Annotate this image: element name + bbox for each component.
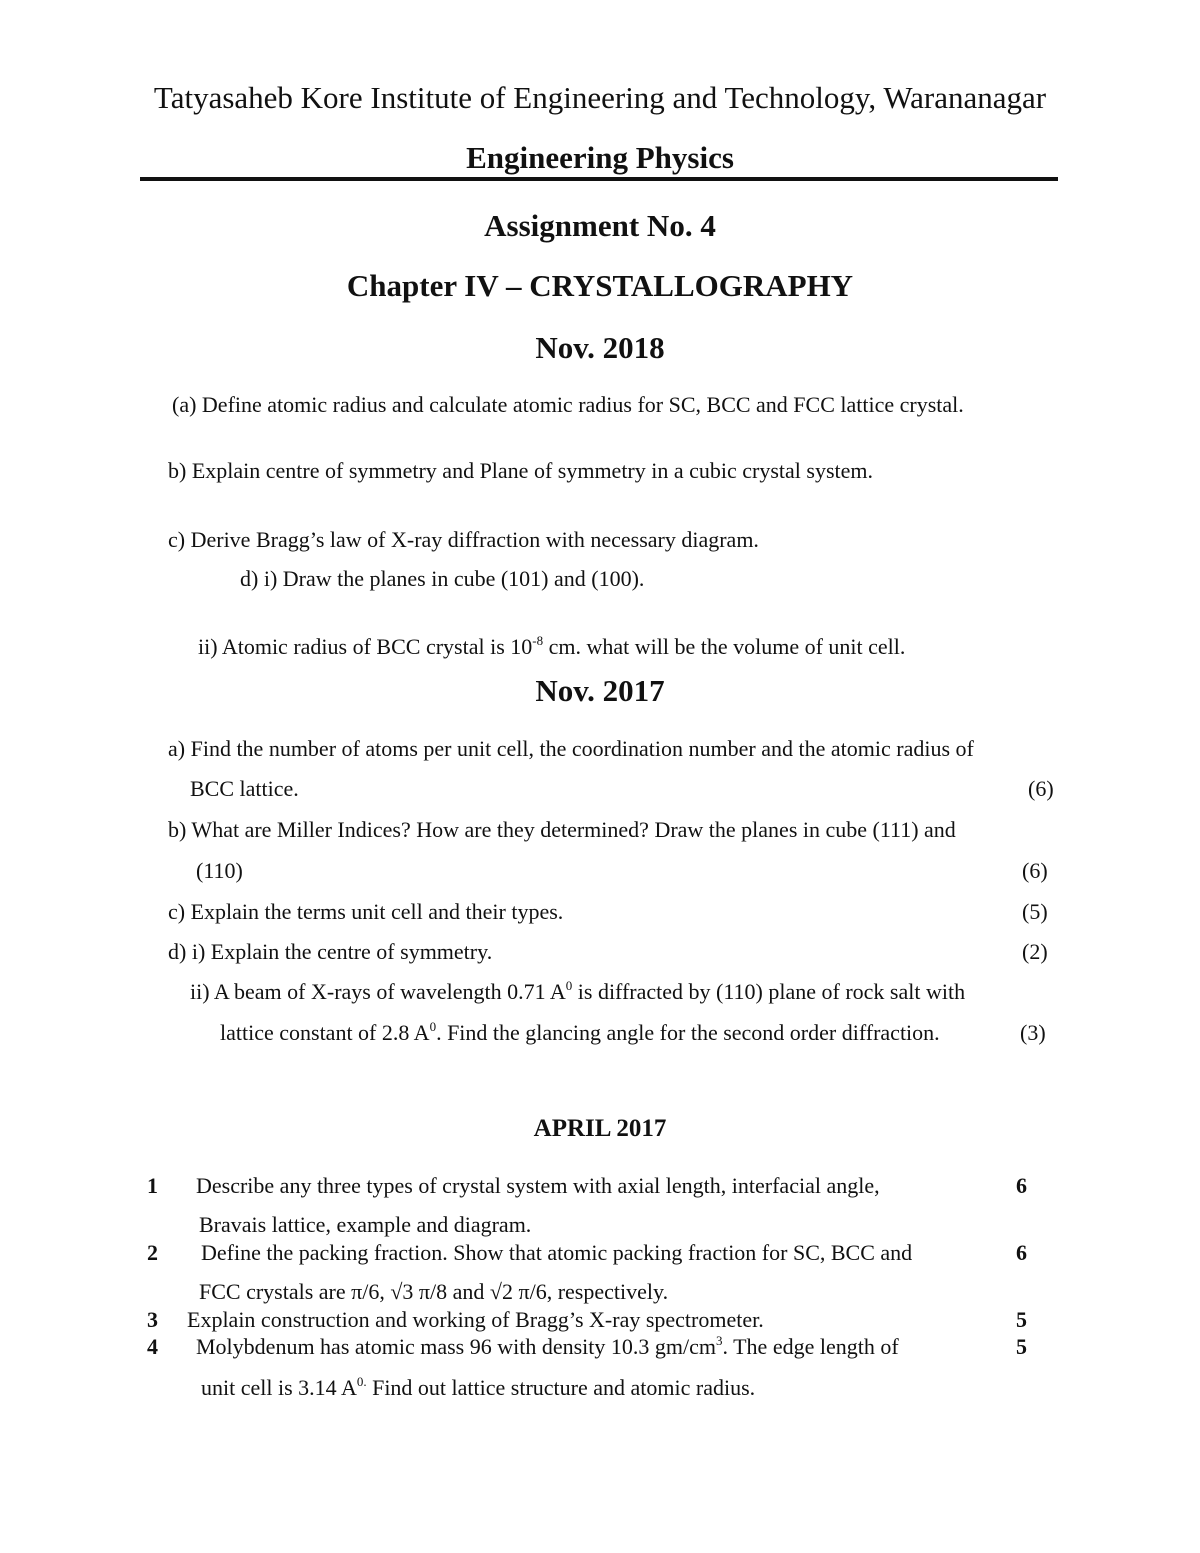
marks-2017-b: (6) [1022,858,1048,883]
item-2-line1: Define the packing fraction. Show that atomic packing fraction for SC, BCC and [201,1240,913,1265]
marks-2017-d-ii: (3) [1020,1020,1046,1045]
question-2017-d-ii-line2: lattice constant of 2.8 $A^0$. Find the glancing angle for the second order diffraction. [220,1019,940,1045]
assignment-title: Assignment No. 4 [484,208,716,243]
question-2018-c: c) Derive Bragg’s law of X-ray diffraction with necessary diagram. [168,527,759,552]
item-1-line2: Bravais lattice, example and diagram. [199,1212,532,1237]
section-heading-nov-2017: Nov. 2017 [535,673,665,708]
item-number: 2 [147,1240,158,1265]
marks-2017-a: (6) [1028,776,1054,801]
institute-name: Tatyasaheb Kore Institute of Engineering and Technology, Warananagar [153,80,1047,115]
question-2018-d-ii: ii) Atomic radius of BCC crystal is $10^{-8}$ cm. what will be the volume of unit cell. [198,633,906,659]
item-4-line1: Molybdenum has atomic mass 96 with density 10.3 $gm/cm^3$. The edge length of [196,1333,899,1359]
item-marks: 5 [1016,1334,1027,1359]
item-4-line2: unit cell is 3.14 $A^{0.}$ Find out lattice structure and atomic radius. [201,1374,756,1400]
question-2017-d-ii-line1: ii) A beam of X-rays of wavelength 0.71 $A^0$ is diffracted by (110) plane of rock salt with [190,978,966,1004]
question-2017-c: c) Explain the terms unit cell and their types. [168,899,564,924]
question-2018-a: (a) Define atomic radius and calculate atomic radius for SC, BCC and FCC lattice crystal. [172,392,964,417]
item-3-line1: Explain construction and working of Bragg’s X-ray spectrometer. [187,1307,764,1332]
marks-2017-c: (5) [1022,899,1048,924]
section-heading-nov-2018: Nov. 2018 [535,330,665,365]
marks-2017-d-i: (2) [1022,939,1048,964]
item-2-line2: FCC crystals are π/6, √3 π/8 and √2 π/6, respectively. [199,1279,669,1304]
question-2018-b: b) Explain centre of symmetry and Plane of symmetry in a cubic crystal system. [168,458,874,483]
item-marks: 5 [1016,1307,1027,1332]
item-number: 4 [147,1334,158,1359]
subject-title: Engineering Physics [466,140,734,175]
question-2017-a-line1: a) Find the number of atoms per unit cell, the coordination number and the atomic radius of [168,736,974,761]
question-2017-b-line2: (110) [196,858,243,883]
question-2017-d-i: d) i) Explain the centre of symmetry. [168,939,493,964]
question-2018-d-i: d) i) Draw the planes in cube (101) and (100). [240,566,645,591]
question-2017-b-line1: b) What are Miller Indices? How are they determined? Draw the planes in cube (111) and [168,817,956,842]
chapter-title: Chapter IV – CRYSTALLOGRAPHY [346,268,854,303]
header-rule [140,177,1058,181]
question-2017-a-line2: BCC lattice. [190,776,299,801]
item-marks: 6 [1016,1240,1027,1265]
item-number: 3 [147,1307,158,1332]
item-1-line1: Describe any three types of crystal system with axial length, interfacial angle, [196,1173,880,1198]
item-number: 1 [147,1173,158,1198]
section-heading-april-2017: APRIL 2017 [533,1115,667,1142]
item-marks: 6 [1016,1173,1027,1198]
